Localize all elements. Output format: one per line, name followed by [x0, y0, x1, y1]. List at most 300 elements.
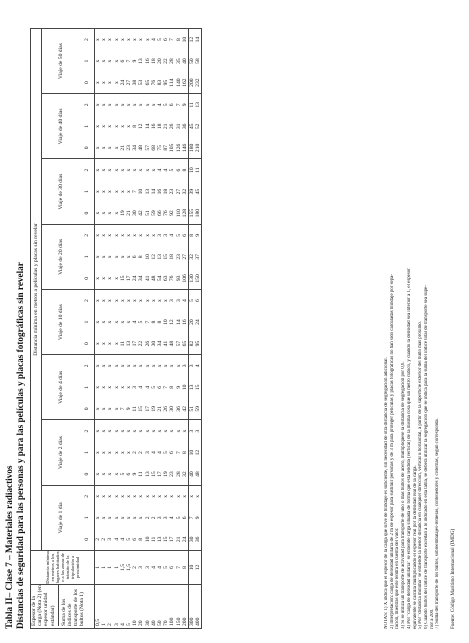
- table-cell: 4: [113, 537, 120, 541]
- table-cell: 9: [182, 94, 189, 116]
- table-cell: 180: [195, 208, 202, 218]
- row-min-distance: 1,5: [126, 551, 132, 585]
- table-cell: x: [119, 451, 126, 455]
- table-cell: x: [132, 224, 138, 246]
- table-cell: 65: [181, 340, 188, 347]
- table-cell: x: [107, 516, 114, 520]
- row-sum-index: 4: [120, 585, 126, 629]
- table-notes: [384, 19, 441, 629]
- table-cell: 13: [157, 536, 164, 543]
- table-cell: x: [107, 146, 114, 150]
- table-cell: 3: [169, 290, 175, 312]
- table-cell: x: [126, 124, 133, 128]
- row-min-distance: 1: [107, 551, 113, 585]
- header-subcol: 0: [83, 472, 90, 476]
- note-line: equivalente se calcula multiplicando el espesor real por la densidad real de la carga.: [412, 465, 418, 629]
- table-cell: 3: [189, 420, 196, 442]
- note-line: 3) Si se utiliza un transporte de actividad para transporte de uno o más bultos de acero, multiplíquese la distancia de segregación por 0,6.: [401, 361, 407, 629]
- table-cell: 3: [144, 451, 151, 455]
- table-cell: 210: [195, 143, 202, 153]
- table-cell: 23: [169, 471, 176, 477]
- table-cell: 18: [150, 58, 157, 64]
- table-cell: 10: [163, 319, 170, 325]
- table-cell: x: [113, 472, 120, 476]
- table-cell: x: [176, 485, 182, 507]
- header-group: Viaje de 40 días: [42, 94, 81, 159]
- table-cell: 35: [175, 58, 182, 64]
- table-cell: x: [119, 320, 126, 324]
- row-sum-index: 50: [157, 585, 163, 629]
- table-cell: 19: [150, 406, 157, 412]
- table-cell: 10: [189, 449, 196, 456]
- row-min-distance: 6: [169, 551, 175, 585]
- table-cell: 3: [189, 355, 196, 377]
- table-cell: 17: [169, 536, 176, 543]
- table-cell: 8: [157, 320, 164, 324]
- table-cell: 6: [132, 537, 139, 541]
- table-cell: x: [101, 290, 107, 312]
- table-cell: x: [195, 485, 202, 507]
- table-cell: 21: [163, 123, 170, 130]
- table-cell: x: [113, 255, 120, 259]
- note-line: 2) Interpretación: carga de densidad unitaria de 2 m de espesor para sustituir personas y de 3 m para proteger películas y placas fotográficas no han sido calculadas blindaje por sepa-: [389, 274, 395, 629]
- table-cell: x: [95, 355, 102, 377]
- table-cell: 26: [163, 406, 170, 412]
- table-cell: 14: [150, 188, 157, 195]
- table-cell: 7: [126, 59, 133, 63]
- table-cell: x: [113, 81, 120, 85]
- table-cell: 95: [163, 79, 170, 86]
- header-group: Viaje de 30 días: [42, 159, 81, 224]
- table-cell: 45: [189, 123, 196, 130]
- table-cell: 40: [189, 471, 196, 477]
- table-cell: x: [157, 355, 163, 377]
- table-cell: x: [113, 342, 120, 346]
- table-cell: 4: [144, 385, 151, 389]
- table-cell: 13: [126, 340, 133, 347]
- table-cell: 7: [163, 385, 170, 389]
- header-sum-indices: Espesor de la carga (Nota 2) (en espesor unidad estándar) Suma de los índices de transporte de los bultos (Nota 1): [31, 585, 95, 629]
- table-cell: 114: [169, 78, 176, 87]
- table-cell: 4: [119, 537, 126, 541]
- table-cell: 9: [195, 516, 202, 520]
- table-cell: x: [95, 320, 101, 324]
- table-cell: 19: [163, 471, 170, 477]
- table-cell: 36: [181, 123, 188, 130]
- table-cell: x: [101, 342, 108, 346]
- table-cell: 57: [175, 340, 182, 347]
- table-cell: x: [114, 94, 120, 116]
- table-cell: x: [101, 407, 108, 411]
- table-cell: x: [107, 124, 114, 128]
- table-cell: x: [126, 420, 132, 442]
- header-subcol: 1: [83, 124, 90, 128]
- row-min-distance: 1: [101, 551, 107, 585]
- table-cell: 21: [157, 406, 164, 412]
- row-min-distance: 3: [138, 551, 144, 585]
- row-min-distance: 12: [195, 551, 202, 585]
- table-cell: x: [101, 59, 108, 63]
- row-sum-index: 30: [145, 585, 151, 629]
- table-cell: 32: [181, 188, 188, 195]
- header-subcol: 1: [83, 451, 90, 455]
- table-cell: 9: [132, 59, 139, 63]
- header-subcol: 0: [83, 342, 90, 346]
- row-min-distance: 1: [114, 551, 120, 585]
- table-cell: 48: [169, 340, 176, 347]
- table-cell: 16: [150, 123, 157, 130]
- table-cell: 140: [175, 78, 182, 87]
- header-subcol: 0: [83, 211, 90, 215]
- table-cell: x: [101, 385, 108, 389]
- table-cell: x: [151, 420, 157, 442]
- table-cell: x: [145, 420, 151, 442]
- table-cell: 3: [132, 385, 139, 389]
- table-cell: x: [95, 420, 102, 442]
- table-cell: x: [113, 276, 120, 280]
- table-cell: x: [95, 516, 101, 520]
- table-cell: x: [132, 516, 139, 520]
- table-cell: x: [132, 94, 138, 116]
- row-sum-index: 20: [138, 585, 144, 629]
- table-cell: 28: [175, 471, 182, 477]
- table-cell: x: [176, 355, 182, 377]
- table-cell: 6: [169, 94, 175, 116]
- table-cell: x: [132, 420, 138, 442]
- title-line-2: Distancias de seguridad para las personas y para las películas y placas fotográficas sin revelar: [15, 262, 25, 629]
- table-cell: x: [101, 81, 108, 85]
- table-cell: x: [101, 124, 108, 128]
- row-sum-index: 400: [195, 585, 202, 629]
- table-cell: x: [113, 385, 120, 389]
- table-cell: 32: [181, 471, 188, 477]
- table-row: [195, 29, 202, 629]
- table-cell: x: [101, 472, 108, 476]
- table-cell: x: [107, 29, 113, 51]
- table-cell: x: [101, 255, 108, 259]
- table-cell: 15: [195, 384, 202, 391]
- table-cell: 146: [181, 143, 188, 153]
- note-line: rior a 200.: [429, 608, 435, 629]
- table-cell: x: [113, 407, 120, 411]
- table-cell: 7: [169, 29, 175, 51]
- table-cell: x: [132, 29, 138, 51]
- table-cell: 16: [157, 188, 164, 195]
- table-cell: 76: [169, 275, 176, 282]
- table-cell: 21: [126, 210, 133, 216]
- table-cell: 10: [144, 254, 151, 260]
- table-cell: 13: [195, 94, 202, 116]
- table-cell: x: [101, 485, 107, 507]
- table-cell: 32: [189, 254, 196, 260]
- table-cell: 14: [144, 123, 151, 130]
- table-cell: x: [126, 451, 133, 455]
- row-sum-index: 0,5: [95, 585, 102, 629]
- table-cell: x: [113, 451, 120, 455]
- table-cell: 23: [175, 254, 182, 260]
- table-cell: x: [95, 159, 102, 181]
- table-cell: x: [95, 190, 101, 194]
- row-sum-index: 5: [126, 585, 132, 629]
- table-cell: 5: [189, 290, 196, 312]
- table-cell: 76: [163, 210, 170, 216]
- row-sum-index: 150: [176, 585, 182, 629]
- table-cell: 4: [163, 159, 169, 181]
- table-cell: x: [107, 224, 113, 246]
- table-cell: 12: [169, 319, 176, 325]
- table-cell: x: [120, 224, 126, 246]
- table-cell: 2: [132, 451, 139, 455]
- table-cell: x: [95, 29, 102, 51]
- table-cell: x: [95, 255, 101, 259]
- row-min-distance: 10: [189, 551, 196, 585]
- table-cell: 52: [195, 123, 202, 130]
- table-cell: 8: [181, 451, 188, 455]
- table-cell: 6: [181, 516, 188, 520]
- header-subcol: 1: [83, 190, 90, 194]
- table-cell: 50: [189, 58, 196, 64]
- table-cell: 11: [150, 536, 157, 543]
- table-cell: x: [120, 29, 126, 51]
- table-cell: 5: [176, 224, 182, 246]
- table-cell: 30: [150, 340, 157, 347]
- header-group: Viaje de 1 día: [42, 485, 81, 550]
- header-group: Viaje de 10 días: [42, 290, 81, 355]
- table-cell: x: [114, 224, 120, 246]
- table-cell: x: [138, 290, 144, 312]
- table-cell: x: [95, 451, 101, 455]
- table-cell: x: [101, 276, 108, 280]
- table-cell: 4: [157, 451, 164, 455]
- table-cell: 92: [169, 210, 176, 216]
- table-cell: x: [132, 355, 138, 377]
- table-cell: x: [114, 420, 120, 442]
- table-cell: 53: [138, 79, 145, 86]
- header-subcol: 2: [80, 485, 95, 507]
- table-cell: 18: [157, 123, 164, 130]
- table-cell: x: [107, 276, 114, 280]
- table-cell: x: [119, 124, 126, 128]
- table-cell: 54: [157, 275, 164, 282]
- table-cell: 34: [132, 145, 139, 151]
- table-cell: 4: [157, 159, 163, 181]
- table-cell: 3: [107, 537, 114, 541]
- table-cell: 37: [195, 254, 202, 260]
- table-cell: 126: [175, 143, 182, 153]
- header-subcol: 0: [83, 276, 90, 280]
- table-cell: 41: [163, 340, 170, 347]
- table-cell: x: [95, 59, 101, 63]
- table-cell: 6: [169, 451, 176, 455]
- table-cell: x: [107, 342, 114, 346]
- table-cell: x: [113, 124, 120, 128]
- table-cell: 26: [144, 340, 151, 347]
- table-cell: x: [151, 224, 157, 246]
- table-cell: x: [145, 94, 151, 116]
- table-cell: 3: [157, 516, 164, 520]
- table-cell: x: [95, 290, 102, 312]
- table-cell: 110: [175, 209, 182, 218]
- table-cell: 13: [138, 58, 145, 64]
- table-cell: 66: [157, 210, 164, 216]
- table-cell: 4: [138, 385, 145, 389]
- table-cell: 6: [176, 159, 182, 181]
- table-cell: 3: [163, 224, 169, 246]
- row-sum-index: 200: [182, 585, 189, 629]
- table-cell: 30: [132, 210, 139, 216]
- table-cell: x: [126, 385, 133, 389]
- table-cell: 8: [138, 537, 145, 541]
- table-cell: 12: [195, 449, 202, 456]
- table-cell: 68: [150, 145, 157, 151]
- table-cell: 8: [138, 255, 145, 259]
- table-cell: 3: [182, 355, 189, 377]
- table-cell: x: [101, 420, 107, 442]
- table-cell: x: [119, 516, 126, 520]
- header-subcol: 1: [83, 255, 90, 259]
- note-line: 5) Por "distancia mínima" se entiende la menor distancia en cualquier dirección, vertical u horizontal, a partir de la superficie exterior del bulto más próximo.: [418, 320, 424, 629]
- table-cell: 4: [169, 516, 176, 520]
- table-cell: x: [101, 29, 107, 51]
- header-group: Viaje de 2 días: [42, 420, 81, 485]
- table-cell: x: [138, 159, 144, 181]
- table-cell: x: [169, 355, 175, 377]
- table-cell: 6: [182, 224, 189, 246]
- table-cell: x: [107, 485, 113, 507]
- table-cell: 12: [138, 123, 145, 130]
- table-cell: 16: [181, 319, 188, 325]
- table-cell: x: [107, 472, 114, 476]
- table-cell: x: [95, 407, 101, 411]
- table-cell: x: [114, 159, 120, 181]
- table-cell: 4: [169, 224, 175, 246]
- table-cell: 48: [138, 145, 145, 151]
- header-group: Viaje de 20 días: [42, 224, 81, 289]
- table-cell: x: [95, 81, 101, 85]
- table-cell: 16: [144, 58, 151, 64]
- table-cell: 27: [126, 79, 133, 86]
- table-cell: x: [95, 124, 101, 128]
- table-cell: 40: [181, 58, 188, 64]
- table-cell: 5: [163, 451, 170, 455]
- row-sum-index: 2: [107, 585, 113, 629]
- table-cell: x: [113, 516, 120, 520]
- table-row: [189, 29, 196, 629]
- table-cell: x: [120, 420, 126, 442]
- table-cell: 15: [138, 406, 145, 412]
- table-cell: 83: [157, 79, 164, 86]
- header-subcol: 1: [83, 320, 90, 324]
- table-cell: x: [107, 320, 114, 324]
- table-cell: 48: [150, 275, 157, 282]
- table-cell: 6: [157, 385, 164, 389]
- table-cell: 6: [163, 29, 169, 51]
- table-cell: x: [113, 146, 120, 150]
- table-cell: 28: [169, 58, 176, 64]
- table-cell: x: [138, 355, 144, 377]
- table-cell: 4: [182, 290, 189, 312]
- table-cell: x: [151, 290, 157, 312]
- table-cell: x: [107, 385, 114, 389]
- table-cell: 200: [189, 78, 196, 87]
- table-cell: 232: [195, 78, 202, 87]
- table-cell: 63: [163, 275, 170, 282]
- table-cell: 76: [150, 79, 157, 86]
- table-cell: x: [157, 485, 163, 507]
- table-cell: 4: [151, 29, 157, 51]
- table-cell: 105: [169, 143, 176, 153]
- row-min-distance: 4: [157, 551, 163, 585]
- table-cell: 8: [150, 320, 157, 324]
- table-source: Fuente: Código Marítimo Internacional (IMDG): [450, 528, 456, 629]
- header-subcol: 1: [83, 59, 90, 63]
- header-subcol: 2: [80, 94, 95, 116]
- table-cell: 3: [195, 420, 202, 442]
- table-cell: 10: [181, 384, 188, 391]
- table-cell: 57: [144, 145, 151, 151]
- row-min-distance: 1: [95, 551, 102, 585]
- table-cell: 4: [157, 94, 163, 116]
- table-cell: 5: [175, 516, 182, 520]
- table-cell: 20: [189, 319, 196, 325]
- table-cell: x: [120, 485, 126, 507]
- header-subcol: 0: [83, 81, 90, 85]
- table-cell: 48: [195, 471, 202, 477]
- table-cell: 13: [189, 384, 196, 391]
- table-cell: x: [113, 211, 120, 215]
- table-cell: 2: [144, 516, 151, 520]
- table-cell: 21: [119, 145, 126, 151]
- table-cell: x: [126, 516, 133, 520]
- table-cell: 39: [189, 188, 196, 195]
- table-cell: x: [107, 190, 114, 194]
- table-cell: 41: [144, 275, 151, 282]
- table-cell: x: [169, 485, 175, 507]
- table-cell: x: [126, 224, 132, 246]
- row-min-distance: 4: [151, 551, 157, 585]
- table-cell: x: [163, 420, 169, 442]
- table-cell: x: [120, 159, 126, 181]
- table-cell: 4: [150, 451, 157, 455]
- table-cell: x: [176, 420, 182, 442]
- table-cell: x: [107, 211, 114, 215]
- table-cell: 2: [150, 516, 157, 520]
- table-cell: 38: [132, 79, 139, 86]
- table-cell: 23: [169, 188, 176, 195]
- table-cell: 155: [189, 208, 196, 218]
- table-cell: 10: [182, 29, 189, 51]
- table-cell: 95: [195, 340, 202, 347]
- table-cell: 4: [195, 355, 202, 377]
- table-cell: 7: [132, 190, 139, 194]
- header-subcol: 0: [83, 146, 90, 150]
- note-line: 4) Por "carga de densidad unitaria" se entiende carga situada de forma que esta tendida (vertical) de la misma cosa que un metro cúbico, y cuando la densidad sea inferior a 1, el espesor: [406, 268, 412, 629]
- table-cell: x: [182, 420, 189, 442]
- table-cell: 23: [126, 145, 133, 151]
- table-cell: 65: [144, 79, 151, 86]
- table-cell: 11: [189, 94, 196, 116]
- table-cell: x: [157, 290, 163, 312]
- table-cell: 5: [163, 94, 169, 116]
- table-cell: 9: [132, 472, 139, 476]
- table-cell: 11: [119, 340, 126, 347]
- row-sum-index: 70: [163, 585, 169, 629]
- table-cell: x: [114, 355, 120, 377]
- table-cell: 5: [138, 320, 145, 324]
- header-group: Viaje de 50 días: [42, 29, 81, 94]
- table-cell: 7: [176, 94, 182, 116]
- table-cell: 36: [175, 406, 182, 412]
